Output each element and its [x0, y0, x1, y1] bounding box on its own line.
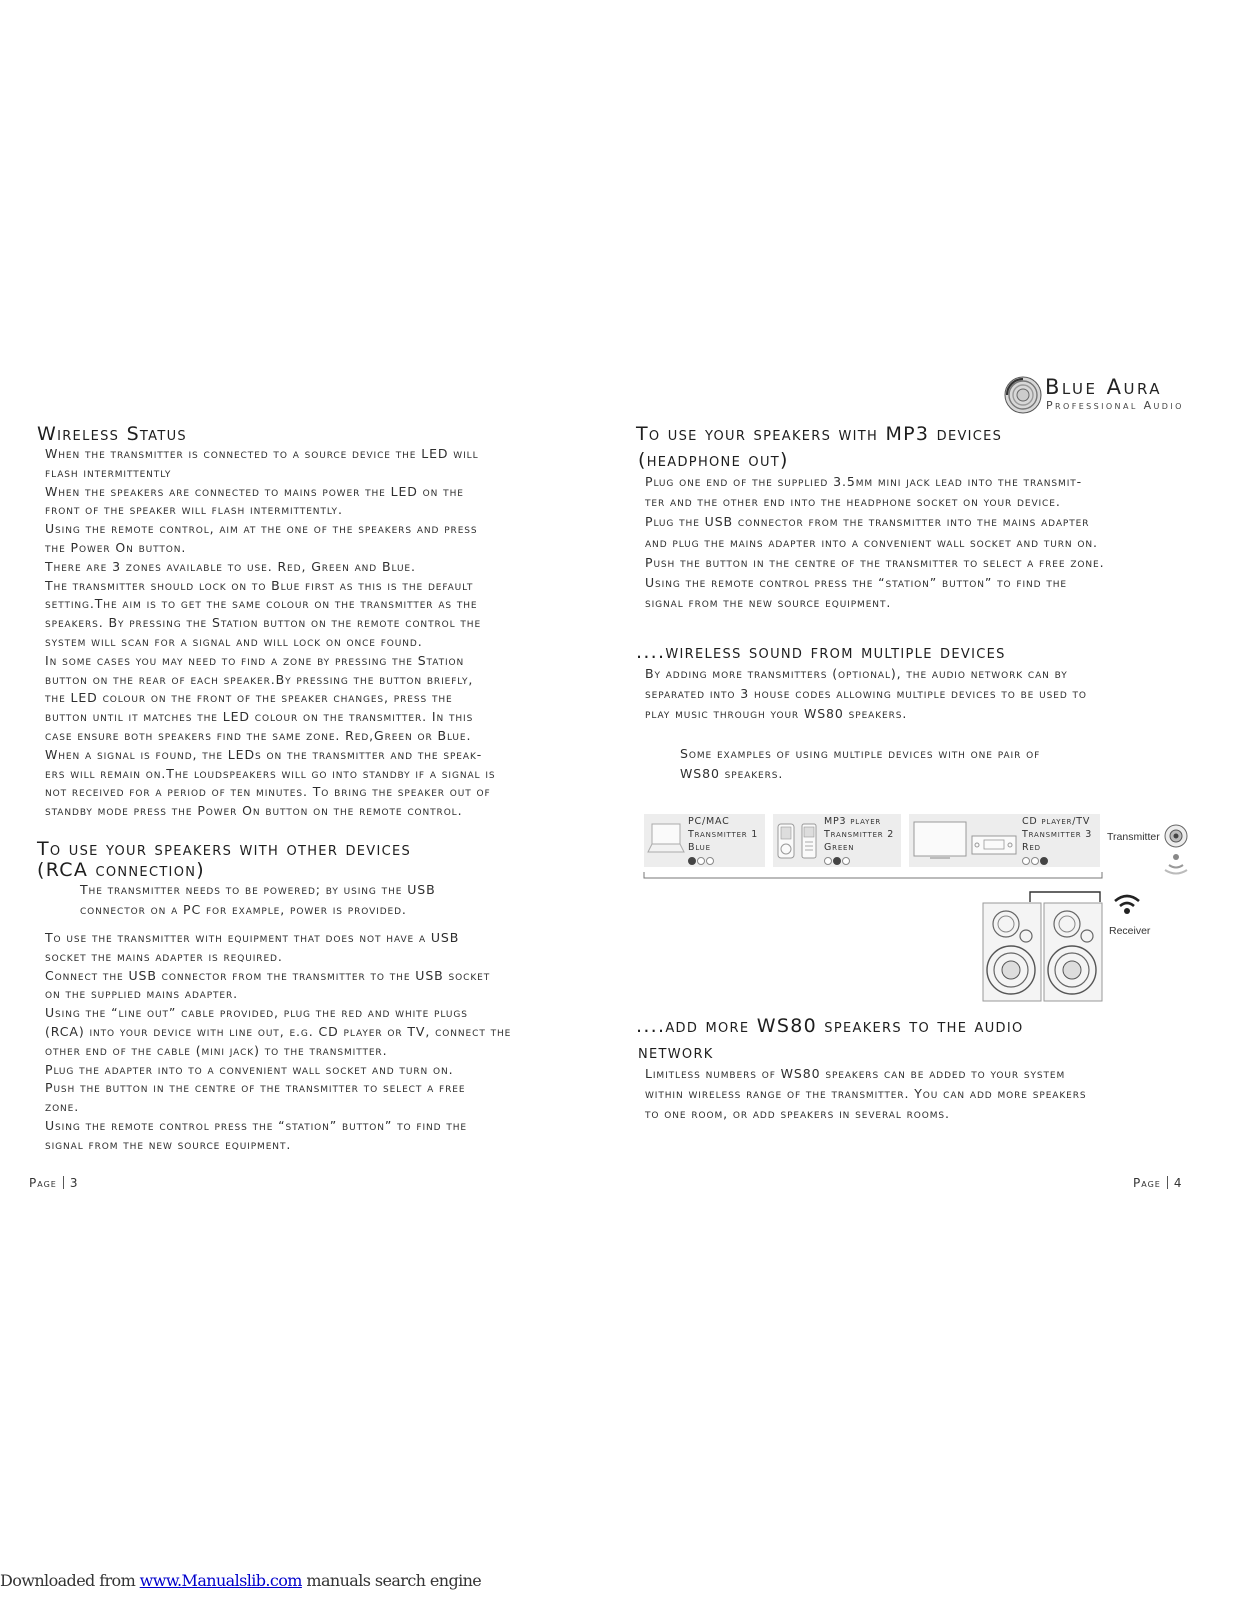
page-divider — [1167, 1176, 1168, 1189]
text-line: Push the button in the centre of the transmitter to select a free zone. — [645, 554, 1105, 570]
device-transmitter: Transmitter 2 — [824, 829, 895, 840]
text-line: (RCA) into your device with line out, e.g. CD player or TV, connect the — [45, 1023, 512, 1039]
tv-icon — [912, 820, 968, 862]
other-devices-intro — [80, 880, 436, 920]
text-line: There are 3 zones available to use. Red, Green and Blue. — [45, 558, 416, 574]
page-number-left — [29, 1176, 78, 1190]
wireless-status-body — [45, 445, 496, 821]
text-line: the Power On button. — [45, 539, 187, 555]
text-line: and plug the mains adapter into a convenient wall socket and turn on. — [645, 534, 1098, 550]
page-number: 3 — [69, 1176, 79, 1190]
text-line: within wireless range of the transmitter. You can add more speakers — [645, 1086, 1087, 1102]
mp3-heading: To use your speakers with MP3 devices — [636, 423, 1003, 445]
text-line: Using the “line out” cable provided, plug the red and white plugs — [45, 1005, 468, 1021]
transmitter-icon — [1163, 823, 1189, 849]
device-zone: Blue — [688, 842, 711, 853]
text-line: on the supplied mains adapter. — [45, 986, 239, 1002]
add-more-heading: ....add more WS80 speakers to the audio — [636, 1015, 1024, 1037]
text-line: connector on a PC for example, power is provided. — [80, 902, 407, 918]
device-label-pc — [688, 815, 758, 867]
text-line: When a signal is found, the LEDs on the transmitter and the speak- — [45, 746, 483, 762]
text-line: front of the speaker will flash intermittently. — [45, 502, 343, 518]
text-line: other end of the cable (mini jack) to the transmitter. — [45, 1042, 388, 1058]
other-devices-subheading: (RCA connection) — [37, 859, 205, 881]
device-zone: Red — [1022, 842, 1041, 853]
other-devices-body — [45, 929, 511, 1155]
multiple-devices-example — [680, 744, 1040, 784]
speaker-left-icon — [982, 902, 1042, 1002]
text-line: socket the mains adapter is required. — [45, 948, 283, 964]
mp3-player-icon — [776, 822, 820, 862]
device-label-mp3 — [824, 815, 894, 867]
device-source: MP3 player — [824, 816, 882, 827]
text-line: Using the remote control press the “station” button” to find the — [45, 1117, 467, 1133]
text-line: case ensure both speakers find the same zone. Red,Green or Blue. — [45, 727, 472, 743]
blue-aura-logo — [1003, 373, 1203, 417]
text-line: not received for a period of ten minutes. To bring the speaker out of — [45, 784, 491, 800]
text-line: Plug the USB connector from the transmitter into the mains adapter — [645, 514, 1090, 530]
page-label: Page — [1133, 1176, 1161, 1190]
add-more-subheading: network — [638, 1041, 714, 1063]
multiple-devices-heading: ....wireless sound from multiple devices — [636, 641, 1006, 663]
device-transmitter: Transmitter 1 — [688, 829, 759, 840]
speaker-right-icon — [1043, 902, 1103, 1002]
laptop-icon — [646, 818, 686, 862]
cd-player-icon — [970, 834, 1018, 858]
device-source: CD player/TV — [1022, 816, 1091, 827]
device-source: PC/MAC — [688, 816, 730, 827]
footer-prefix: Downloaded from — [0, 1571, 136, 1590]
text-line: to one room, or add speakers in several rooms. — [645, 1106, 950, 1122]
text-line: Connect the USB connector from the transmitter to the USB socket — [45, 967, 491, 983]
download-footer — [0, 1571, 481, 1590]
receiver-label: Receiver — [1109, 925, 1151, 937]
text-line: To use the transmitter with equipment that does not have a USB — [45, 930, 460, 945]
device-transmitter: Transmitter 3 — [1022, 829, 1093, 840]
page-divider — [63, 1176, 64, 1189]
text-line: speakers. By pressing the Station button on the remote control the — [45, 615, 482, 631]
other-devices-heading: To use your speakers with other devices — [37, 838, 412, 860]
wireless-status-heading: Wireless Status — [37, 423, 187, 445]
text-line: signal from the new source equipment. — [645, 595, 892, 611]
text-line: When the speakers are connected to mains power the LED on the — [45, 483, 464, 499]
device-label-cd — [1022, 815, 1092, 867]
page-label: Page — [29, 1176, 57, 1190]
devices-bracket — [640, 870, 1110, 882]
text-line: Using the remote control, aim at the one of the speakers and press — [45, 521, 478, 537]
logo-swirl-icon — [1003, 375, 1043, 415]
text-line: setting.The aim is to get the same colour on the transmitter as the — [45, 596, 478, 612]
transmitter-label: Transmitter — [1107, 831, 1160, 843]
text-line: standby mode press the Power On button on the remote control. — [45, 803, 463, 819]
mp3-body — [645, 472, 1104, 613]
multiple-devices-body — [645, 664, 1087, 725]
broadcast-signal-icon — [1162, 852, 1190, 876]
text-line: Plug one end of the supplied 3.5mm mini jack lead into the transmit- — [645, 474, 1083, 489]
manualslib-link[interactable]: www.Manualslib.com — [139, 1571, 302, 1590]
text-line: The transmitter should lock on to Blue first as this is the default — [45, 577, 474, 593]
text-line: ers will remain on.The loudspeakers will go into standby if a signal is — [45, 765, 496, 781]
zone-indicator-dots — [824, 854, 894, 867]
device-zone: Green — [824, 842, 855, 853]
text-line: The transmitter needs to be powered; by using the USB — [80, 882, 436, 897]
text-line: In some cases you may need to find a zone by pressing the Station — [45, 652, 465, 668]
text-line: Plug the adapter into to a convenient wall socket and turn on. — [45, 1061, 454, 1077]
text-line: play music through your WS80 speakers. — [645, 706, 908, 722]
text-line: separated into 3 house codes allowing multiple devices to be used to — [645, 686, 1087, 702]
text-line: the LED colour on the front of the speaker changes, press the — [45, 690, 453, 706]
text-line: ter and the other end into the headphone socket on your device. — [645, 494, 1061, 510]
text-line: Limitless numbers of WS80 speakers can be added to your system — [645, 1066, 1066, 1081]
logo-tagline: Professional Audio — [1046, 399, 1184, 412]
text-line: system will scan for a signal and will lock on once found. — [45, 633, 423, 649]
text-line: flash intermittently — [45, 464, 172, 480]
text-line: Using the remote control press the “station” button” to find the — [645, 575, 1067, 591]
text-line: By adding more transmitters (optional), the audio network can by — [645, 666, 1068, 681]
text-line: zone. — [45, 1099, 80, 1115]
text-line: signal from the new source equipment. — [45, 1136, 292, 1152]
footer-suffix: manuals search engine — [306, 1571, 482, 1590]
text-line: When the transmitter is connected to a source device the LED will — [45, 446, 479, 461]
text-line: button until it matches the LED colour on the transmitter. In this — [45, 709, 474, 725]
text-line: WS80 speakers. — [680, 766, 784, 782]
mp3-subheading: (headphone out) — [638, 449, 789, 471]
text-line: Some examples of using multiple devices with one pair of — [680, 746, 1041, 761]
logo-brand: Blue Aura — [1045, 375, 1163, 399]
add-more-body — [645, 1064, 1087, 1125]
text-line: Push the button in the centre of the transmitter to select a free — [45, 1080, 466, 1096]
page-number-right — [1133, 1176, 1182, 1190]
zone-indicator-dots — [1022, 854, 1092, 867]
zone-indicator-dots — [688, 854, 758, 867]
text-line: button on the rear of each speaker.By pressing the button briefly, — [45, 671, 474, 687]
wifi-icon — [1112, 891, 1142, 917]
page-number: 4 — [1173, 1176, 1183, 1190]
